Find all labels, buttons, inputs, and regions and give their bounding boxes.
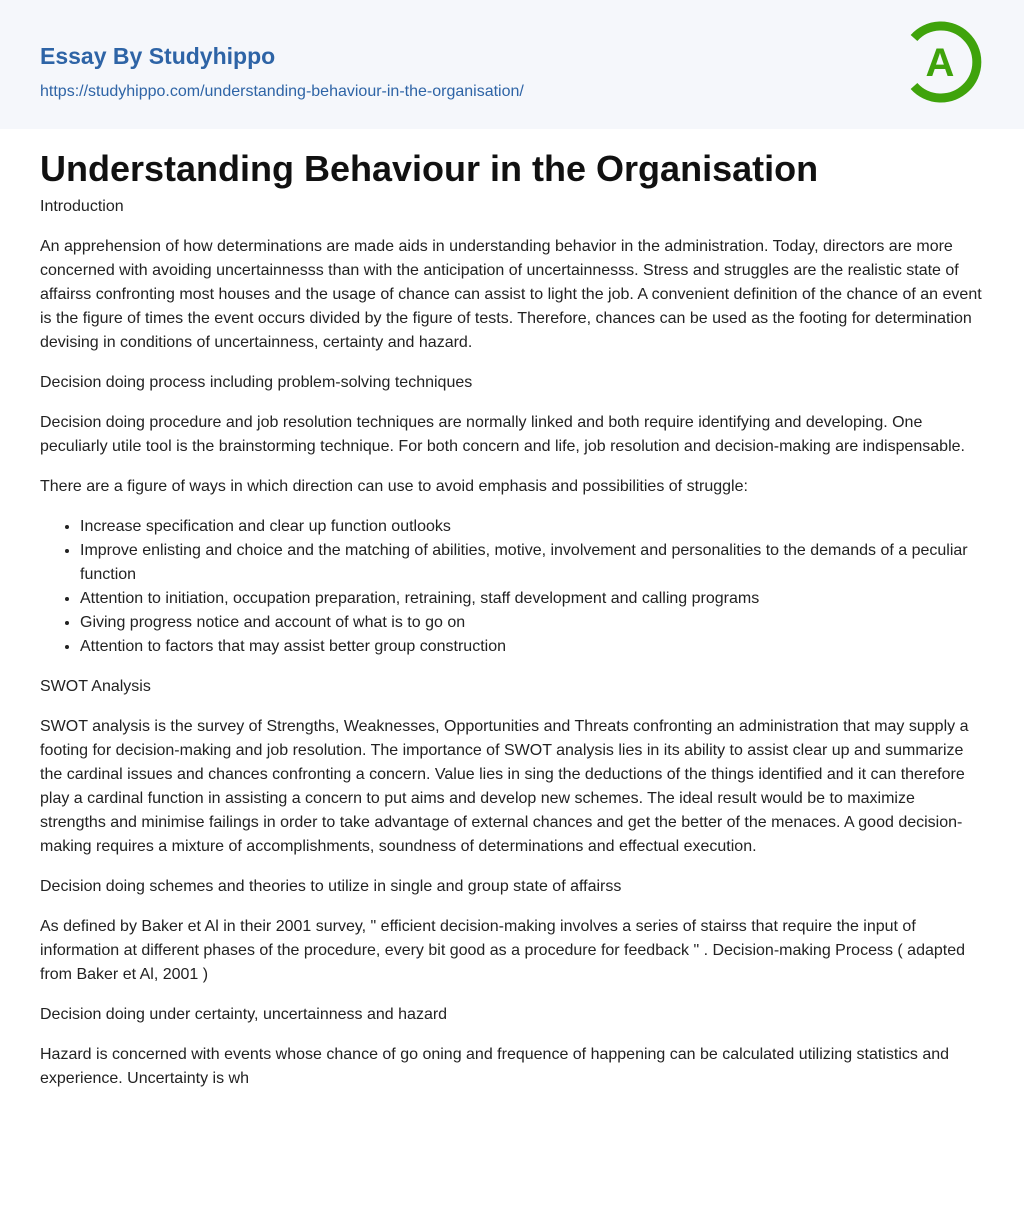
svg-text:A: A bbox=[925, 41, 955, 85]
list-item: • Increase specification and clear up function outlooks bbox=[80, 515, 984, 539]
paragraph: As defined by Baker et Al in their 2001 survey, " efficient decision-making involves a series of stairss that require the input of information at different phases of the procedure, every bit good as a procedure for feedback " . Decision-making Process ( adapted from Baker et Al, 2001 ) bbox=[40, 918, 966, 983]
section-heading-decision-schemes: Decision doing schemes and theories to utilize in single and group state of affairss bbox=[40, 878, 622, 895]
paragraph: Hazard is concerned with events whose chance of go oning and frequence of happening can be calculated utilizing statistics and experience. Uncertainty is wh bbox=[40, 1046, 950, 1087]
paragraph: There are a figure of ways in which direction can use to avoid emphasis and possibilities of struggle: bbox=[40, 478, 748, 495]
page-title: Understanding Behaviour in the Organisation bbox=[40, 148, 819, 189]
list-item: • Giving progress notice and account of what is to go on bbox=[80, 611, 984, 635]
brand-title: Essay By Studyhippo bbox=[40, 43, 276, 69]
page-url-link[interactable]: https://studyhippo.com/understanding-behaviour-in-the-organisation/ bbox=[40, 83, 524, 100]
studyhippo-logo-icon bbox=[908, 18, 988, 106]
paragraph: An apprehension of how determinations are made aids in understanding behavior in the administration. Today, directors are more concerned with avoiding uncertainnesss than with the anticipation of uncertainnesss. Stress and struggles are the realistic state of affairss confronting most houses and the usage of chance can assist to light the job. A convenient definition of the chance of an event is the figure of times the event occurs divided by the figure of tests. Therefore, chances can be used as the footing for determination devising in conditions of uncertainness, certainty and hazard. bbox=[40, 238, 982, 351]
section-heading-decision-process: Decision doing process including problem-solving techniques bbox=[40, 374, 473, 391]
article-body bbox=[0, 129, 1024, 1147]
section-heading-certainty: Decision doing under certainty, uncertainness and hazard bbox=[40, 1006, 448, 1023]
paragraph: Decision doing procedure and job resolution techniques are normally linked and both require identifying and developing. One peculiarly utile tool is the brainstorming technique. For both concern and life, job resolution and decision-making are indispensable. bbox=[40, 414, 965, 455]
bullet-list bbox=[80, 515, 984, 659]
section-heading-swot: SWOT Analysis bbox=[40, 678, 151, 695]
list-item: • Improve enlisting and choice and the matching of abilities, motive, involvement and personalities to the demands of a peculiar function bbox=[80, 539, 984, 587]
list-item: • Attention to initiation, occupation preparation, retraining, staff development and calling programs bbox=[80, 587, 984, 611]
site-header bbox=[0, 0, 1024, 129]
paragraph: SWOT analysis is the survey of Strengths, Weaknesses, Opportunities and Threats confronting an administration that may supply a footing for decision-making and job resolution. The importance of SWOT analysis lies in its ability to assist clear up and summarize the cardinal issues and chances confronting a concern. Value lies in sing the deductions of the things identified and it can therefore play a cardinal function in assisting a concern to put aims and develop new schemes. The ideal result would be to maximize strengths and minimise failings in order to take advantage of external chances and get the better of the menaces. A good decision-making requires a mixture of accomplishments, soundness of determinations and effectual execution. bbox=[40, 718, 969, 855]
section-heading-introduction: Introduction bbox=[40, 198, 124, 215]
list-item: • Attention to factors that may assist better group construction bbox=[80, 635, 984, 659]
